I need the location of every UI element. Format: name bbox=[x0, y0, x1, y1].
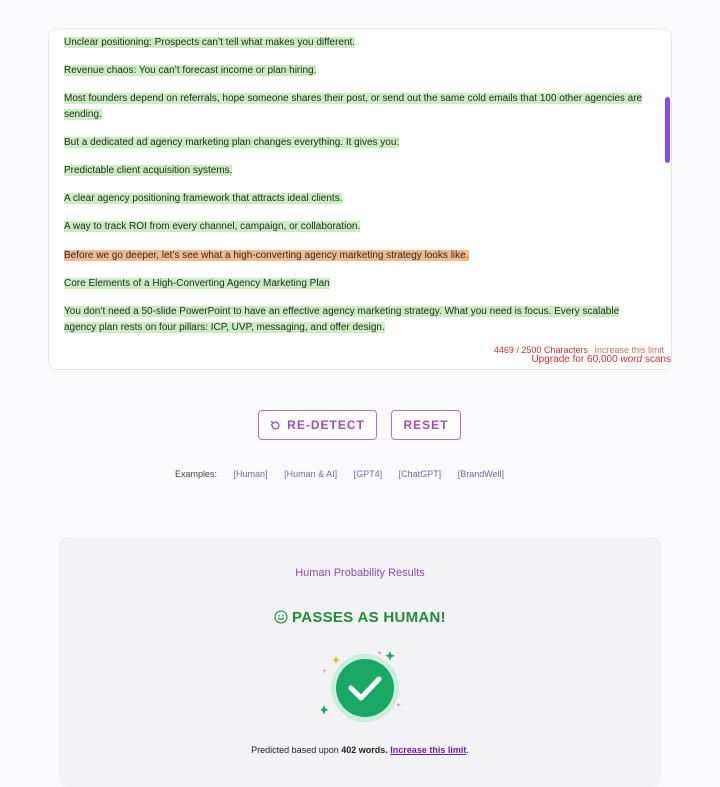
upgrade-word: word bbox=[620, 354, 643, 365]
text-editor[interactable] bbox=[48, 28, 672, 370]
refresh-icon bbox=[270, 420, 281, 431]
highlighted-text: Revenue chaos: You can’t forecast income or plan hiring. bbox=[64, 65, 317, 76]
highlighted-text: A way to track ROI from every channel, campaign, or collaboration. bbox=[64, 221, 361, 232]
highlighted-text: Most founders depend on referrals, hope someone shares their post, or send out the same cold emails that 100 other agencies are sending. bbox=[64, 93, 643, 120]
editor-scrollbar[interactable] bbox=[665, 97, 670, 163]
paragraph bbox=[64, 248, 654, 264]
highlighted-text: Core Elements of a High-Converting Agency Marketing Plan bbox=[64, 278, 330, 289]
paragraph bbox=[64, 91, 654, 123]
example-link-human-ai[interactable]: [Human & AI] bbox=[284, 469, 338, 479]
results-title: Human Probability Results bbox=[295, 567, 425, 579]
svg-text:+: + bbox=[396, 702, 402, 709]
upgrade-suffix: scans bbox=[644, 354, 671, 365]
example-link-gpt4[interactable]: [GPT4] bbox=[353, 469, 383, 479]
highlighted-text: You don’t need a 50-slide PowerPoint to have an effective agency marketing strategy. What you need is focus. Every scalable agency plan rests on four pillars: ICP, UVP, messaging, and offer design. bbox=[64, 306, 620, 333]
example-link-brandwell[interactable]: [BrandWell] bbox=[457, 469, 505, 479]
svg-text:+: + bbox=[377, 650, 383, 657]
paragraph bbox=[64, 35, 654, 51]
prediction-period: . bbox=[466, 745, 469, 755]
character-count-value: 4469 / 2500 Characters bbox=[493, 345, 588, 355]
highlighted-text-flagged: Before we go deeper, let’s see what a high-converting agency marketing strategy looks like. bbox=[64, 250, 469, 261]
paragraph bbox=[64, 191, 654, 207]
increase-limit-link[interactable]: Increase this limit bbox=[594, 345, 664, 355]
verdict bbox=[59, 609, 661, 626]
word-count: 402 words. bbox=[341, 745, 388, 755]
paragraph bbox=[64, 135, 654, 151]
prediction-note bbox=[59, 745, 661, 755]
upgrade-prefix: Upgrade for 60,000 bbox=[531, 354, 618, 365]
paragraph bbox=[64, 163, 654, 179]
highlighted-text: Predictable client acquisition systems. bbox=[64, 165, 233, 176]
smiley-icon bbox=[274, 610, 288, 624]
prediction-prefix: Predicted based upon bbox=[251, 745, 339, 755]
highlighted-text: A clear agency positioning framework that attracts ideal clients. bbox=[64, 193, 343, 204]
reset-label: RESET bbox=[403, 418, 449, 432]
paragraph bbox=[64, 304, 654, 336]
paragraph bbox=[64, 219, 654, 235]
svg-text:+: + bbox=[322, 668, 328, 675]
checkmark-badge-icon bbox=[321, 647, 411, 722]
redetect-label: RE-DETECT bbox=[287, 418, 365, 432]
increase-limit-link-bottom[interactable]: Increase this limit bbox=[390, 745, 467, 755]
reset-button[interactable] bbox=[391, 410, 461, 440]
redetect-button[interactable] bbox=[258, 410, 377, 440]
example-link-chatgpt[interactable]: [ChatGPT] bbox=[398, 469, 442, 479]
upgrade-link[interactable] bbox=[531, 354, 671, 365]
examples-row bbox=[175, 469, 504, 479]
highlighted-text: But a dedicated ad agency marketing plan changes everything. It gives you: bbox=[64, 137, 400, 148]
results-panel bbox=[59, 537, 661, 787]
verdict-text: PASSES AS HUMAN! bbox=[292, 609, 446, 626]
paragraph bbox=[64, 63, 654, 79]
paragraph bbox=[64, 276, 654, 292]
highlighted-text: Unclear positioning: Prospects can’t tell what makes you different. bbox=[64, 37, 356, 48]
example-link-human[interactable]: [Human] bbox=[233, 469, 268, 479]
examples-label: Examples: bbox=[175, 469, 218, 479]
